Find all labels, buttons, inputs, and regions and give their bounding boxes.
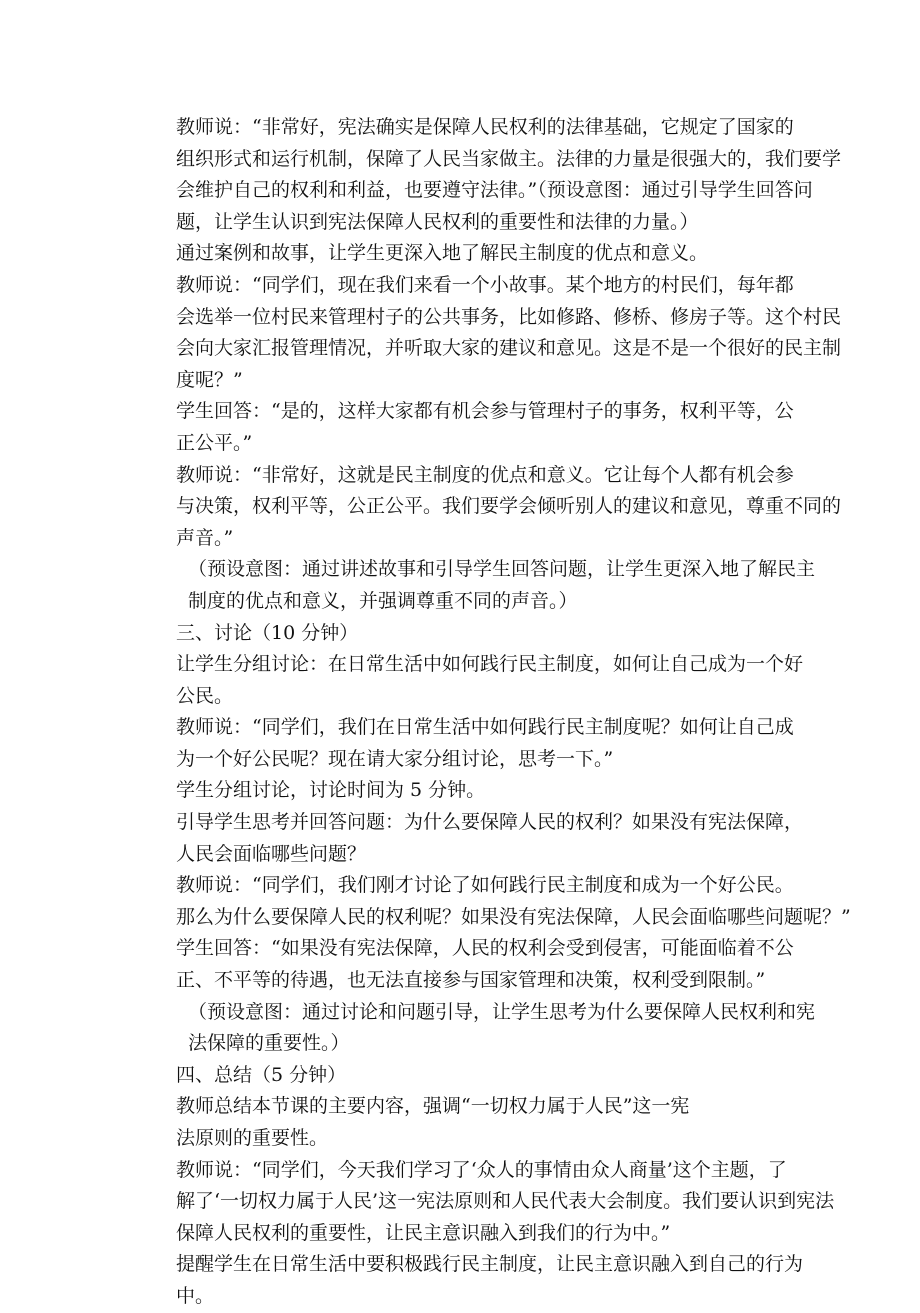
paragraph: [134, 1155, 835, 1250]
paragraph: [134, 933, 798, 996]
paragraph: [134, 649, 804, 712]
text-line: 学生回答：“是的，这样大家都有机会参与管理村子的事务，权利平等，公: [176, 400, 794, 423]
paragraph: [134, 775, 798, 807]
text-line: 题，让学生认识到宪法保障人民权利的重要性和法律的力量。）: [176, 210, 699, 233]
paragraph: [134, 712, 798, 775]
paragraph: [134, 1091, 798, 1154]
section-heading: [134, 1060, 798, 1092]
text-line: 法原则的重要性。: [176, 1127, 329, 1149]
text-line: 解了‘一切权力属于人民’这一宪法原则和人民代表大会制度。我们要认识到宪法: [176, 1190, 835, 1213]
text-line: 引导学生思考并回答问题：为什么要保障人民的权利？如果没有宪法保障，: [176, 811, 804, 834]
text-line: 会维护自己的权利和利益，也要遵守法律。”（预设意图：通过引导学生回答问: [176, 179, 813, 202]
text-line: 教师说：“同学们，今天我们学习了‘众人的事情由众人商量’这个主题，了: [176, 1158, 787, 1181]
text-line: 为一个好公民呢？现在请大家分组讨论，思考一下。”: [176, 747, 614, 770]
text-line: 学生分组讨论，讨论时间为 5 分钟。: [176, 779, 486, 802]
text-line: 教师说：“同学们，现在我们来看一个小故事。某个地方的村民们，每年都: [176, 273, 794, 296]
design-intent-note: [134, 554, 816, 617]
paragraph: [134, 112, 842, 238]
text-line: 法保障的重要性。）: [188, 1032, 350, 1055]
text-line: 与决策，权利平等，公正公平。我们要学会倾听别人的建议和意见，尊重不同的: [176, 495, 842, 518]
paragraph: [134, 870, 851, 933]
paragraph: [134, 807, 804, 870]
text-line: 教师说：“非常好，这就是民主制度的优点和意义。它让每个人都有机会参: [176, 463, 794, 486]
text-line: 教师总结本节课的主要内容，强调“一切权力属于人民”这一宪: [176, 1095, 690, 1118]
text-line: 教师说：“同学们，我们在日常生活中如何践行民主制度呢？如何让自己成: [176, 716, 794, 739]
text-line: 组织形式和运行机制，保障了人民当家做主。法律的力量是很强大的，我们要学: [176, 147, 842, 170]
text-line: 会向大家汇报管理情况，并听取大家的建议和意见。这是不是一个很好的民主制: [176, 337, 842, 360]
design-intent-note: [134, 997, 816, 1060]
text-line: 正、不平等的待遇，也无法直接参与国家管理和决策，权利受到限制。”: [176, 969, 766, 992]
document-body: [134, 112, 851, 1313]
text-line: 会选举一位村民来管理村子的公共事务，比如修路、修桥、修房子等。这个村民: [176, 305, 842, 328]
text-line: 学生回答：“如果没有宪法保障，人民的权利会受到侵害，可能面临着不公: [176, 937, 794, 960]
text-line: 度呢？”: [176, 368, 243, 391]
text-line: 让学生分组讨论：在日常生活中如何践行民主制度，如何让自己成为一个好: [176, 653, 804, 676]
text-line: 人民会面临哪些问题？: [176, 842, 367, 865]
text-line: 中。: [176, 1284, 215, 1307]
text-line: 制度的优点和意义，并强调尊重不同的声音。）: [188, 589, 578, 612]
text-line: 教师说：“非常好，宪法确实是保障人民权利的法律基础，它规定了国家的: [176, 116, 794, 138]
paragraph: [134, 1249, 804, 1312]
text-line: 四、总结（5 分钟）: [176, 1063, 347, 1086]
text-line: 那么为什么要保障人民的权利呢？如果没有宪法保障，人民会面临哪些问题呢？”: [176, 905, 851, 928]
section-heading: [134, 618, 798, 650]
text-line: 保障人民权利的重要性，让民主意识融入到我们的行为中。”: [176, 1221, 671, 1244]
text-line: 通过案例和故事，让学生更深入地了解民主制度的优点和意义。: [176, 242, 709, 265]
text-line: （预设意图：通过讨论和问题引导，让学生思考为什么要保障人民权利和宪: [188, 1000, 816, 1023]
text-line: 提醒学生在日常生活中要积极践行民主制度，让民主意识融入到自己的行为: [176, 1253, 804, 1276]
text-line: 正公平。”: [176, 431, 253, 454]
text-line: 公民。: [176, 684, 234, 707]
paragraph: [134, 396, 798, 459]
text-line: 声音。”: [176, 526, 234, 549]
text-line: 三、讨论（10 分钟）: [176, 621, 359, 644]
text-line: 教师说：“同学们，我们刚才讨论了如何践行民主制度和成为一个好公民。: [176, 874, 794, 897]
paragraph: [134, 238, 798, 270]
paragraph: [134, 270, 842, 396]
paragraph: [134, 460, 842, 555]
text-line: （预设意图：通过讲述故事和引导学生回答问题，让学生更深入地了解民主: [188, 558, 816, 581]
